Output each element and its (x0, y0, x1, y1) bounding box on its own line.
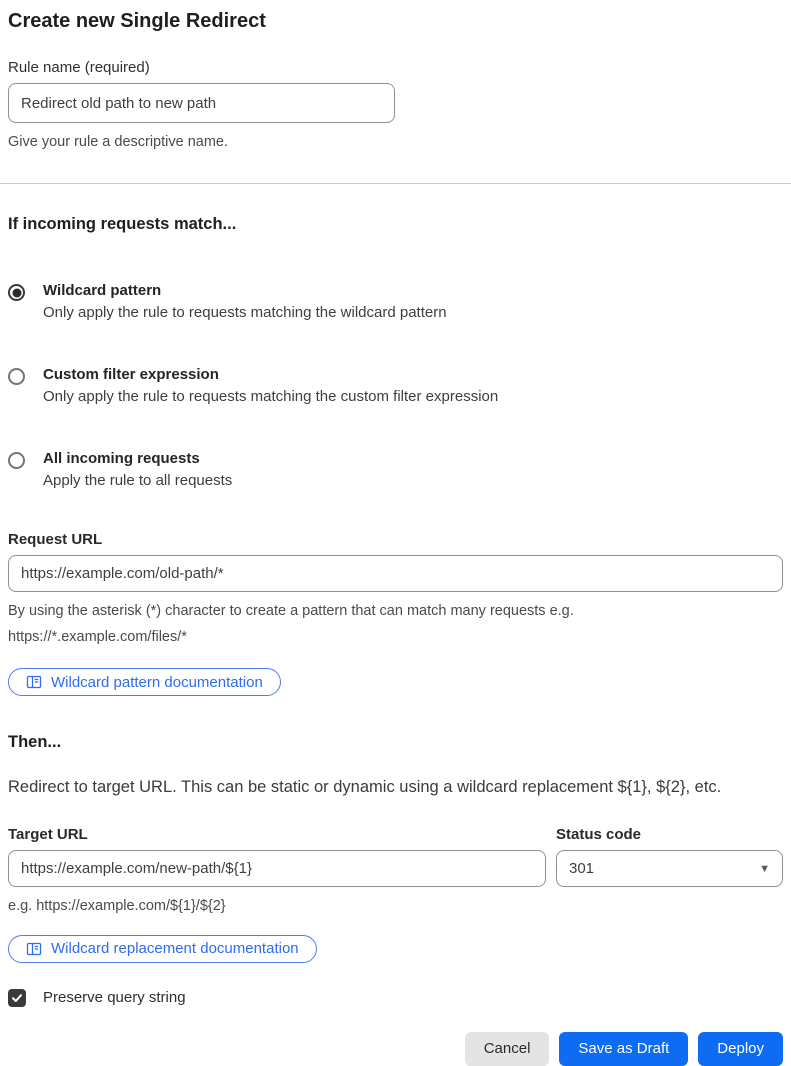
status-code-select[interactable] (556, 850, 783, 887)
request-url-label: Request URL (8, 531, 103, 549)
target-url-help: e.g. https://example.com/${1}/${2} (8, 898, 226, 915)
rule-name-input[interactable] (8, 83, 395, 123)
then-section-heading: Then... (8, 733, 62, 752)
chevron-down-icon: ▼ (759, 862, 770, 875)
checkbox-checked-icon[interactable] (8, 989, 26, 1007)
rule-name-help: Give your rule a descriptive name. (8, 134, 229, 150)
section-divider (0, 183, 791, 184)
radio-option-all-requests[interactable] (8, 442, 783, 497)
target-url-label: Target URL (8, 826, 88, 844)
request-url-help-line2: https://*.example.com/files/* (8, 628, 187, 645)
book-icon (26, 941, 42, 957)
radio-unselected-icon[interactable] (8, 452, 25, 469)
match-radio-group (8, 274, 783, 497)
save-as-draft-button[interactable]: Save as Draft (559, 1032, 688, 1066)
wildcard-pattern-doc-button[interactable] (8, 668, 281, 696)
radio-description: Apply the rule to all requests (43, 472, 233, 490)
rule-name-label: Rule name (required) (8, 59, 150, 76)
deploy-button[interactable]: Deploy (698, 1032, 783, 1066)
radio-label: Wildcard pattern (43, 282, 162, 300)
request-url-input[interactable] (8, 555, 783, 592)
book-icon (26, 674, 42, 690)
request-url-help-line1: By using the asterisk (*) character to create a pattern that can match many requests e.g. (8, 603, 574, 620)
radio-description: Only apply the rule to requests matching the wildcard pattern (43, 304, 447, 322)
status-code-label: Status code (556, 826, 642, 844)
doc-button-label: Wildcard pattern documentation (51, 673, 263, 691)
then-description: Redirect to target URL. This can be static or dynamic using a wildcard replacement ${1}, ${2}, etc. (8, 778, 722, 797)
preserve-query-row[interactable] (8, 989, 783, 1007)
doc-button-label: Wildcard replacement documentation (51, 940, 299, 957)
page-title: Create new Single Redirect (8, 10, 266, 32)
preserve-query-label: Preserve query string (43, 989, 186, 1006)
status-code-value: 301 (569, 860, 595, 878)
wildcard-replacement-doc-button[interactable] (8, 935, 317, 963)
radio-option-wildcard-pattern[interactable] (8, 274, 783, 329)
cancel-button[interactable]: Cancel (465, 1032, 550, 1066)
match-section-heading: If incoming requests match... (8, 215, 237, 234)
radio-unselected-icon[interactable] (8, 368, 25, 385)
radio-label: Custom filter expression (43, 366, 219, 384)
radio-option-custom-filter[interactable] (8, 358, 783, 413)
radio-selected-icon[interactable] (8, 284, 25, 301)
radio-description: Only apply the rule to requests matching the custom filter expression (43, 388, 499, 406)
radio-label: All incoming requests (43, 450, 200, 468)
target-url-input[interactable] (8, 850, 546, 887)
footer-actions (8, 1032, 783, 1066)
request-url-help (8, 599, 783, 650)
